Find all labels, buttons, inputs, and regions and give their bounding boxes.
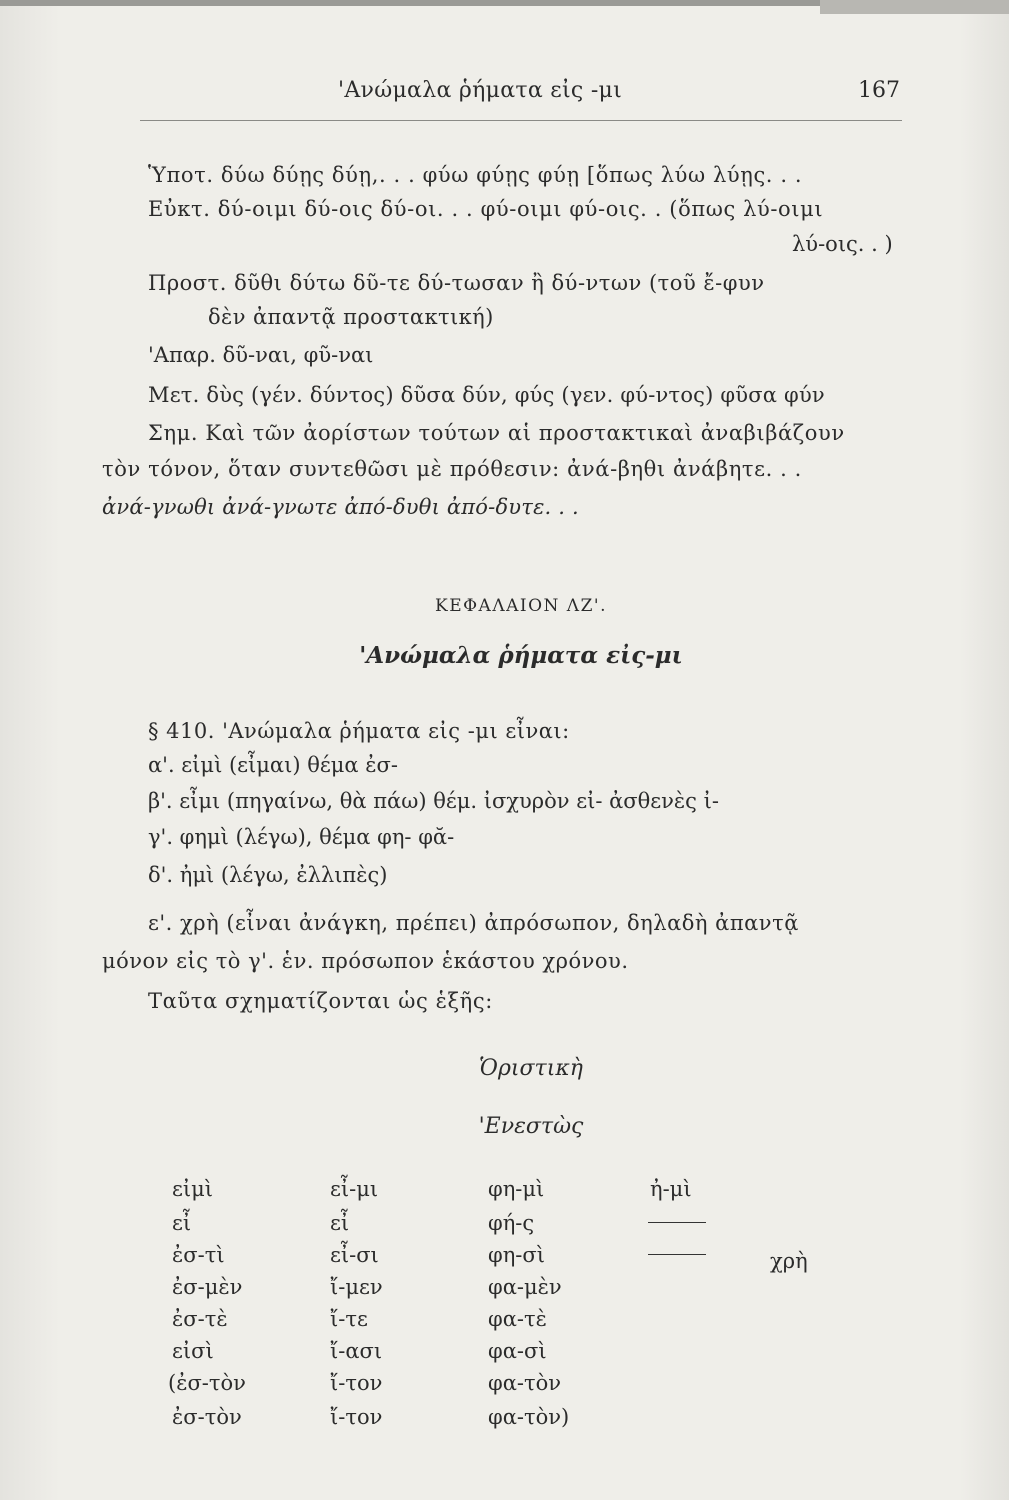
eimi2-form-2: εἶ (330, 1211, 350, 1235)
phemi-form-5: φα-τὲ (488, 1307, 547, 1331)
phemi-form-4: φα-μὲν (488, 1275, 562, 1299)
note-line-3: ἀνά-γνωθι ἀνά-γνωτε ἀπό-δυθι ἀπό-δυτε. . . (102, 495, 579, 519)
running-header (140, 78, 900, 118)
optative-line: Εὐκτ. δύ-οιμι δύ-οις δύ-οι. . . φύ-οιμι φύ-οις. . (ὅπως λύ-οιμι (148, 197, 824, 221)
mood-title: Ὁριστικὴ (479, 1056, 583, 1081)
eimi2-form-1: εἶ-μι (330, 1177, 379, 1201)
eimi-form-5: ἐσ-τὲ (172, 1307, 228, 1331)
phemi-form-1: φη-μὶ (488, 1177, 545, 1201)
chapter-label: ΚΕΦΑΛΑΙΟΝ ΛΖ'. (435, 596, 607, 616)
eimi2-form-6: ἴ-ασι (330, 1339, 383, 1363)
scan-edge-corner (820, 0, 1009, 14)
imperative-line: Προστ. δῦθι δύτω δῦ-τε δύ-τωσαν ἢ δύ-ντων (τοῦ ἔ-φυν (148, 271, 765, 295)
eimi-form-7: (ἐσ-τὸν (168, 1371, 246, 1395)
phemi-form-7: φα-τὸν (488, 1371, 562, 1395)
subjunctive-line: Ὑποτ. δύω δύῃς δύῃ,. . . φύω φύῃς φύῃ [ὅπως λύω λύῃς. . . (148, 163, 803, 187)
section-item-g: γ'. φημὶ (λέγω), θέμα φη- φᾰ- (148, 825, 455, 849)
optative-line-cont: λύ-οις. . ) (792, 232, 893, 256)
imperative-line-cont: δὲν ἀπαντᾷ προστακτική) (208, 305, 494, 329)
section-lead: Ταῦτα σχηματίζονται ὡς ἑξῆς: (148, 989, 493, 1013)
chre-form: χρὴ (770, 1249, 808, 1273)
phemi-form-6: φα-σὶ (488, 1339, 547, 1363)
note-line-2: τὸν τόνον, ὅταν συντεθῶσι μὲ πρόθεσιν: ἀνά-βηθι ἀνάβητε. . . (102, 457, 802, 481)
section-item-a: α'. εἰμὶ (εἶμαι) θέμα ἐσ- (148, 753, 398, 777)
section-item-e: ε'. χρὴ (εἶναι ἀνάγκη, πρέπει) ἀπρόσωπον, δηλαδὴ ἀπαντᾷ (148, 911, 799, 935)
note-line: Σημ. Καὶ τῶν ἀορίστων τούτων αἱ προστακτικαὶ ἀναβιβάζουν (148, 421, 845, 445)
section-item-e-cont: μόνον εἰς τὸ γ'. ἑν. πρόσωπον ἑκάστου χρόνου. (102, 949, 629, 973)
eimi2-form-7: ἴ-τον (330, 1371, 383, 1395)
phemi-form-3: φη-σὶ (488, 1243, 545, 1267)
eimi2-form-5: ἴ-τε (330, 1307, 368, 1331)
eimi-form-8: ἐσ-τὸν (172, 1405, 242, 1429)
header-rule (140, 120, 902, 121)
eimi2-form-3: εἶ-σι (330, 1243, 379, 1267)
participle-line: Μετ. δὺς (γέν. δύντος) δῦσα δύν, φύς (γεν. φύ-ντος) φῦσα φύν (148, 383, 825, 407)
running-title: 'Ανώμαλα ῥήματα εἰς -μι (338, 78, 623, 103)
emi-missing-dash-2 (648, 1254, 706, 1255)
emi-form-1: ἠ-μὶ (650, 1177, 692, 1201)
infinitive-line: 'Απαρ. δῦ-ναι, φῦ-ναι (148, 343, 374, 367)
phemi-form-2: φή-ς (488, 1211, 535, 1235)
eimi-form-1: εἰμὶ (172, 1177, 213, 1201)
chapter-subtitle: 'Ανώμαλα ῥήματα εἰς-μι (359, 642, 683, 669)
eimi-form-6: εἰσὶ (172, 1339, 214, 1363)
tense-title: 'Ενεστὼς (478, 1114, 584, 1139)
page-number: 167 (858, 78, 900, 103)
section-intro: § 410. 'Ανώμαλα ῥήματα εἰς -μι εἶναι: (148, 719, 570, 743)
eimi2-form-4: ἴ-μεν (330, 1275, 383, 1299)
eimi-form-4: ἐσ-μὲν (172, 1275, 243, 1299)
section-item-b: β'. εἶμι (πηγαίνω, θὰ πάω) θέμ. ἰσχυρὸν εἰ- ἀσθενὲς ἰ- (148, 789, 719, 813)
section-item-d: δ'. ἠμὶ (λέγω, ἐλλιπὲς) (148, 863, 388, 887)
eimi-form-3: ἐσ-τὶ (172, 1243, 225, 1267)
emi-missing-dash-1 (648, 1222, 706, 1223)
eimi2-form-8: ἴ-τον (330, 1405, 383, 1429)
phemi-form-8: φα-τὸν) (488, 1405, 570, 1429)
eimi-form-2: εἶ (172, 1211, 192, 1235)
